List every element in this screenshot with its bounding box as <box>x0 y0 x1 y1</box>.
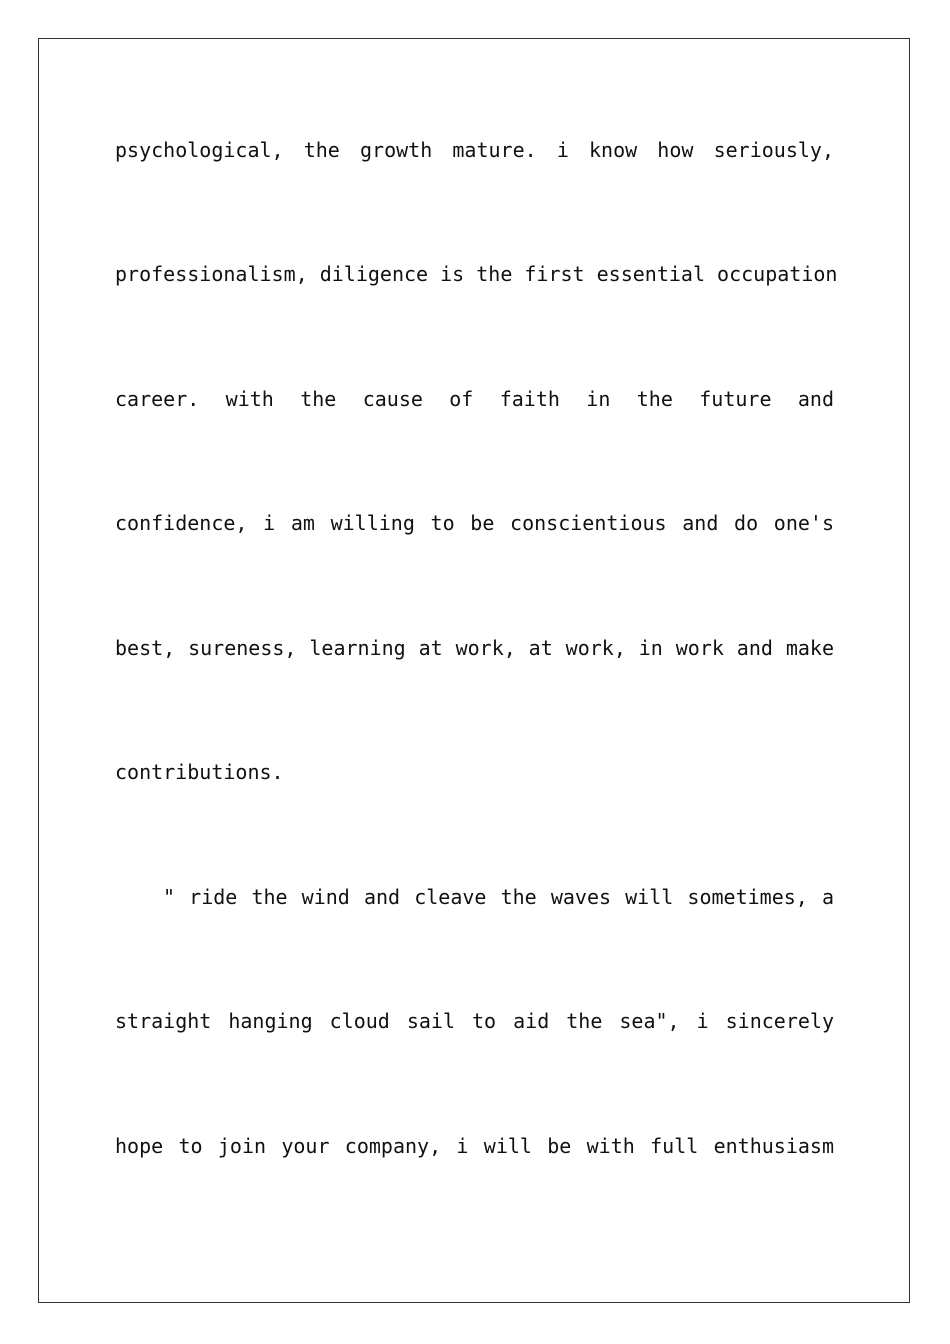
paragraph-line-7: " ride the wind and cleave the waves will sometimes, a <box>163 885 834 909</box>
paragraph-line-4: confidence, i am willing to be conscientious and do one's <box>115 511 834 535</box>
page-border <box>38 38 910 1303</box>
paragraph-line-8: straight hanging cloud sail to aid the sea", i sincerely <box>115 1009 834 1033</box>
paragraph-line-1: psychological, the growth mature. i know how seriously, <box>115 138 834 162</box>
paragraph-line-5: best, sureness, learning at work, at work, in work and make <box>115 636 834 660</box>
paragraph-line-3: career. with the cause of faith in the future and <box>115 387 834 411</box>
paragraph-line-2: professionalism, diligence is the first essential occupation <box>115 262 838 286</box>
paragraph-line-6: contributions. <box>115 760 284 784</box>
paragraph-line-9: hope to join your company, i will be with full enthusiasm <box>115 1134 834 1158</box>
